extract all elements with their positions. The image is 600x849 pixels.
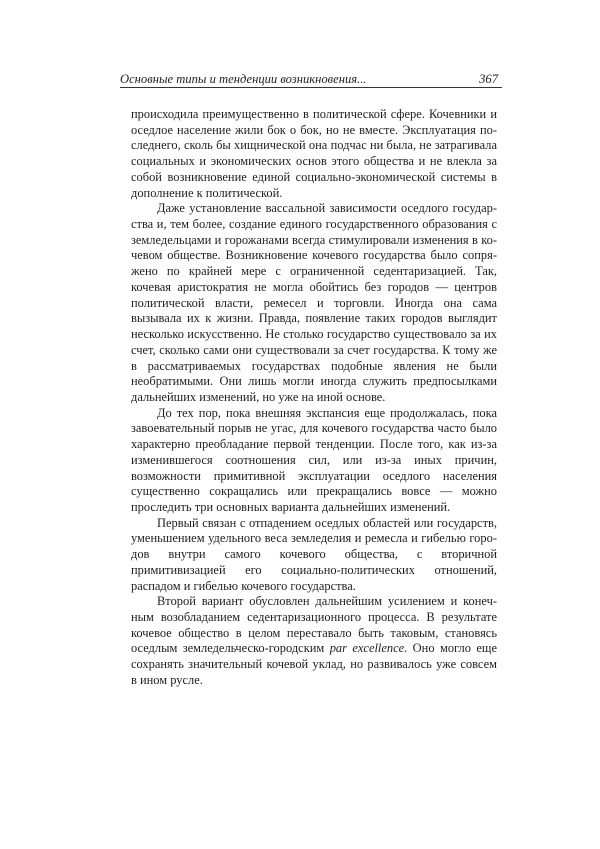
paragraph-5-text-before: Второй вариант обусловлен дальнейшим усилением и конечным возобладанием седентаризационного процесса. В результате кочевое общество в целом переставало быть таковым, становясь оседлым земледельческо-городским — [131, 594, 497, 656]
paragraph-5-text-after: Оно могло еще сохранять значительный кочевой уклад, но развивалось уже совсем в ином русле. — [131, 641, 497, 687]
paragraph-3: До тех пор, пока внешняя экспансия еще продолжалась, пока завоевательный порыв не угас, для кочевого государства часто было характерно преобладание первой тенденции. После того, как из-за изменившегося соотношения сил, или из-за иных причин, возможности примитивной эксплуатации оседлого населения существенно сокращались или прекращались вовсе — можно проследить три основных варианта дальнейших изменений. — [131, 405, 497, 514]
paragraph-1: происходила преимущественно в политической сфере. Кочевники и оседлое население жили бок о бок, но не вместе. Эксплуатация последнего, сколь бы хищнической она подчас ни была, не затрагивала социальных и экономических основ этого общества и не влекла за собой возникновение единой социально-экономической системы в дополнение к политической. — [131, 107, 497, 200]
running-title: Основные типы и тенденции возникновения... — [120, 72, 367, 86]
paragraph-2: Даже установление вассальной зависимости оседлого государства и, тем более, создание единого государственного образования с земледельцами и горожанами всегда стимулировали изменения в кочевом обществе. Возникновение кочевого государства было сопряжено по крайней мере с ограниченной седентаризацией. Так, кочевая аристократия не могла обойтись без городов — центров политической власти, ремесел и торговли. Иногда она сама вызывала их к жизни. Правда, появление таких городов выглядит несколько искусственно. Не столько государство существовало за их счет, сколько сами они существовали за счет государства. К тому же в рассматриваемых государствах подобные явления не были необратимыми. Они лишь могли иногда служить предпосылками дальнейших изменений, но уже на иной основе. — [131, 201, 497, 404]
page-number: 367 — [479, 72, 498, 86]
paragraph-5 — [131, 594, 497, 688]
paragraph-5-emphasis: par excellence. — [329, 641, 408, 656]
header-rule — [120, 87, 502, 88]
body-text — [131, 107, 497, 689]
running-head — [120, 71, 502, 87]
paragraph-4: Первый связан с отпадением оседлых областей или государств, уменьшением удельного веса земледелия и ремесла и гибелью городов внутри самого кочевого общества, с вторичной примитивизацией его социально-политических отношений, распадом и гибелью кочевого государства. — [131, 515, 497, 593]
